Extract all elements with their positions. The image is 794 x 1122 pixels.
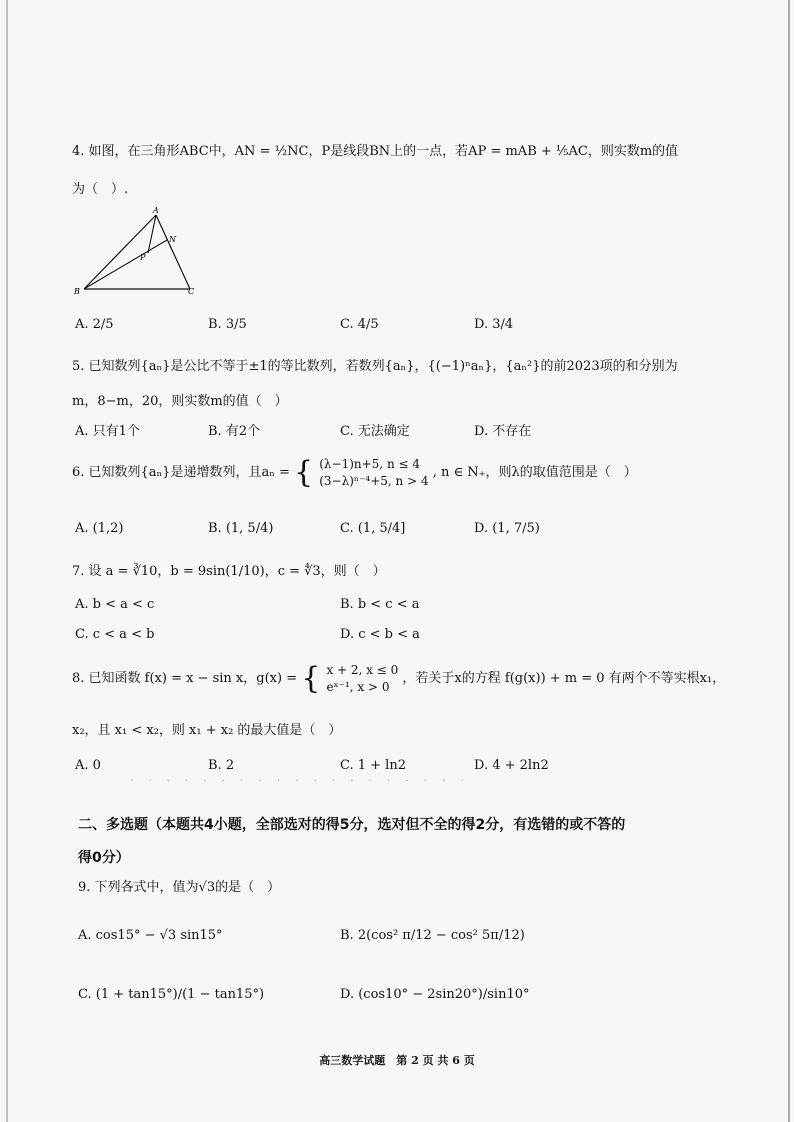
vertex-label-p: P: [140, 253, 146, 262]
q5-stem-line1: 5. 已知数列{aₙ}是公比不等于±1的等比数列，若数列{aₙ}，{(−1)ⁿaₙ}，{aₙ²}的前2023项的和分别为: [72, 359, 678, 374]
q4-option-d: D. 3/4: [474, 317, 514, 332]
q9-option-c: C. (1 + tan15°)/(1 − tan15°): [78, 987, 265, 1002]
vertex-label-c: C: [188, 287, 195, 296]
q4-option-b: B. 3/5: [208, 317, 247, 332]
q6-prefix: 6. 已知数列{aₙ}是递增数列，且aₙ =: [72, 465, 290, 480]
q5-option-a: A. 只有1个: [75, 424, 140, 439]
q6-cases: [319, 456, 428, 490]
q6-case1: (λ−1)n+5, n ≤ 4: [319, 456, 420, 471]
q8-stem-line1: [72, 659, 725, 699]
q9-stem: 9. 下列各式中，值为√3的是（ ）: [78, 880, 281, 895]
q6-option-d: D. (1, 7/5): [474, 521, 540, 536]
q4-option-a: A. 2/5: [75, 317, 114, 332]
q8-option-a: A. 0: [75, 758, 101, 773]
q8-option-b: B. 2: [208, 758, 235, 773]
q4-stem-line1: 4. 如图，在三角形ABC中，AN = ½NC，P是线段BN上的一点，若AP = mAB + ⅕AC，则实数m的值: [72, 144, 679, 159]
page-footer: 高三数学试题 第 2 页 共 6 页: [319, 1054, 475, 1067]
q8-prefix: 8. 已知函数 f(x) = x − sin x，g(x) =: [72, 671, 298, 686]
scan-edge-left: [6, 0, 8, 1122]
q5-option-d: D. 不存在: [474, 424, 532, 439]
q9-option-a: A. cos15° − √3 sin15°: [78, 928, 223, 943]
vertex-label-n: N: [169, 235, 176, 244]
q8-cases: [326, 662, 398, 696]
q5-option-c: C. 无法确定: [340, 424, 410, 439]
section-2-heading-line1: 二、多选题（本题共4小题，全部选对的得5分，选对但不全的得2分，有选错的或不答的: [78, 817, 626, 833]
q8-stem-line2: x₂，且 x₁ < x₂，则 x₁ + x₂ 的最大值是（ ）: [72, 723, 342, 738]
q6-stem: [72, 453, 637, 493]
scan-noise: · · · · · · · · · · · · · · · · · · ·: [130, 776, 470, 787]
q8-option-d: D. 4 + 2ln2: [474, 758, 549, 773]
q6-brace: {: [294, 454, 314, 490]
q8-brace: {: [301, 660, 321, 696]
q7-option-d: D. c < b < a: [340, 627, 420, 642]
triangle-figure: [70, 205, 210, 305]
q6-suffix: , n ∈ N₊，则λ的取值范围是（ ）: [432, 465, 637, 480]
q7-option-a: A. b < a < c: [75, 597, 155, 612]
q7-option-c: C. c < a < b: [75, 627, 155, 642]
q8-suffix: ，若关于x的方程 f(g(x)) + m = 0 有两个不等实根x₁，: [402, 671, 726, 686]
q4-option-c: C. 4/5: [340, 317, 379, 332]
q8-case1: x + 2, x ≤ 0: [326, 662, 399, 677]
q8-option-c: C. 1 + ln2: [340, 758, 406, 773]
vertex-label-a: A: [153, 206, 159, 215]
q7-stem: 7. 设 a = ∛10，b = 9sin(1/10)，c = ∜3，则（ ）: [72, 564, 386, 579]
q6-option-c: C. (1, 5/4]: [340, 521, 406, 536]
q6-option-b: B. (1, 5/4): [208, 521, 274, 536]
q7-option-b: B. b < c < a: [340, 597, 420, 612]
vertex-label-b: B: [74, 287, 80, 296]
q9-option-d: D. (cos10° − 2sin20°)/sin10°: [340, 987, 530, 1002]
scan-edge-right: [788, 0, 790, 1122]
q4-stem-line2: 为（ ）.: [72, 182, 129, 197]
q6-case2: (3−λ)ⁿ⁻⁴+5, n > 4: [319, 473, 429, 488]
q6-option-a: A. (1,2): [75, 521, 124, 536]
q8-case2: eˣ⁻¹, x > 0: [326, 679, 390, 694]
section-2-heading-line2: 得0分）: [78, 850, 130, 866]
q5-stem-line2: m，8−m，20，则实数m的值（ ）: [72, 394, 288, 409]
q5-option-b: B. 有2个: [208, 424, 261, 439]
q9-option-b: B. 2(cos² π/12 − cos² 5π/12): [340, 928, 525, 943]
